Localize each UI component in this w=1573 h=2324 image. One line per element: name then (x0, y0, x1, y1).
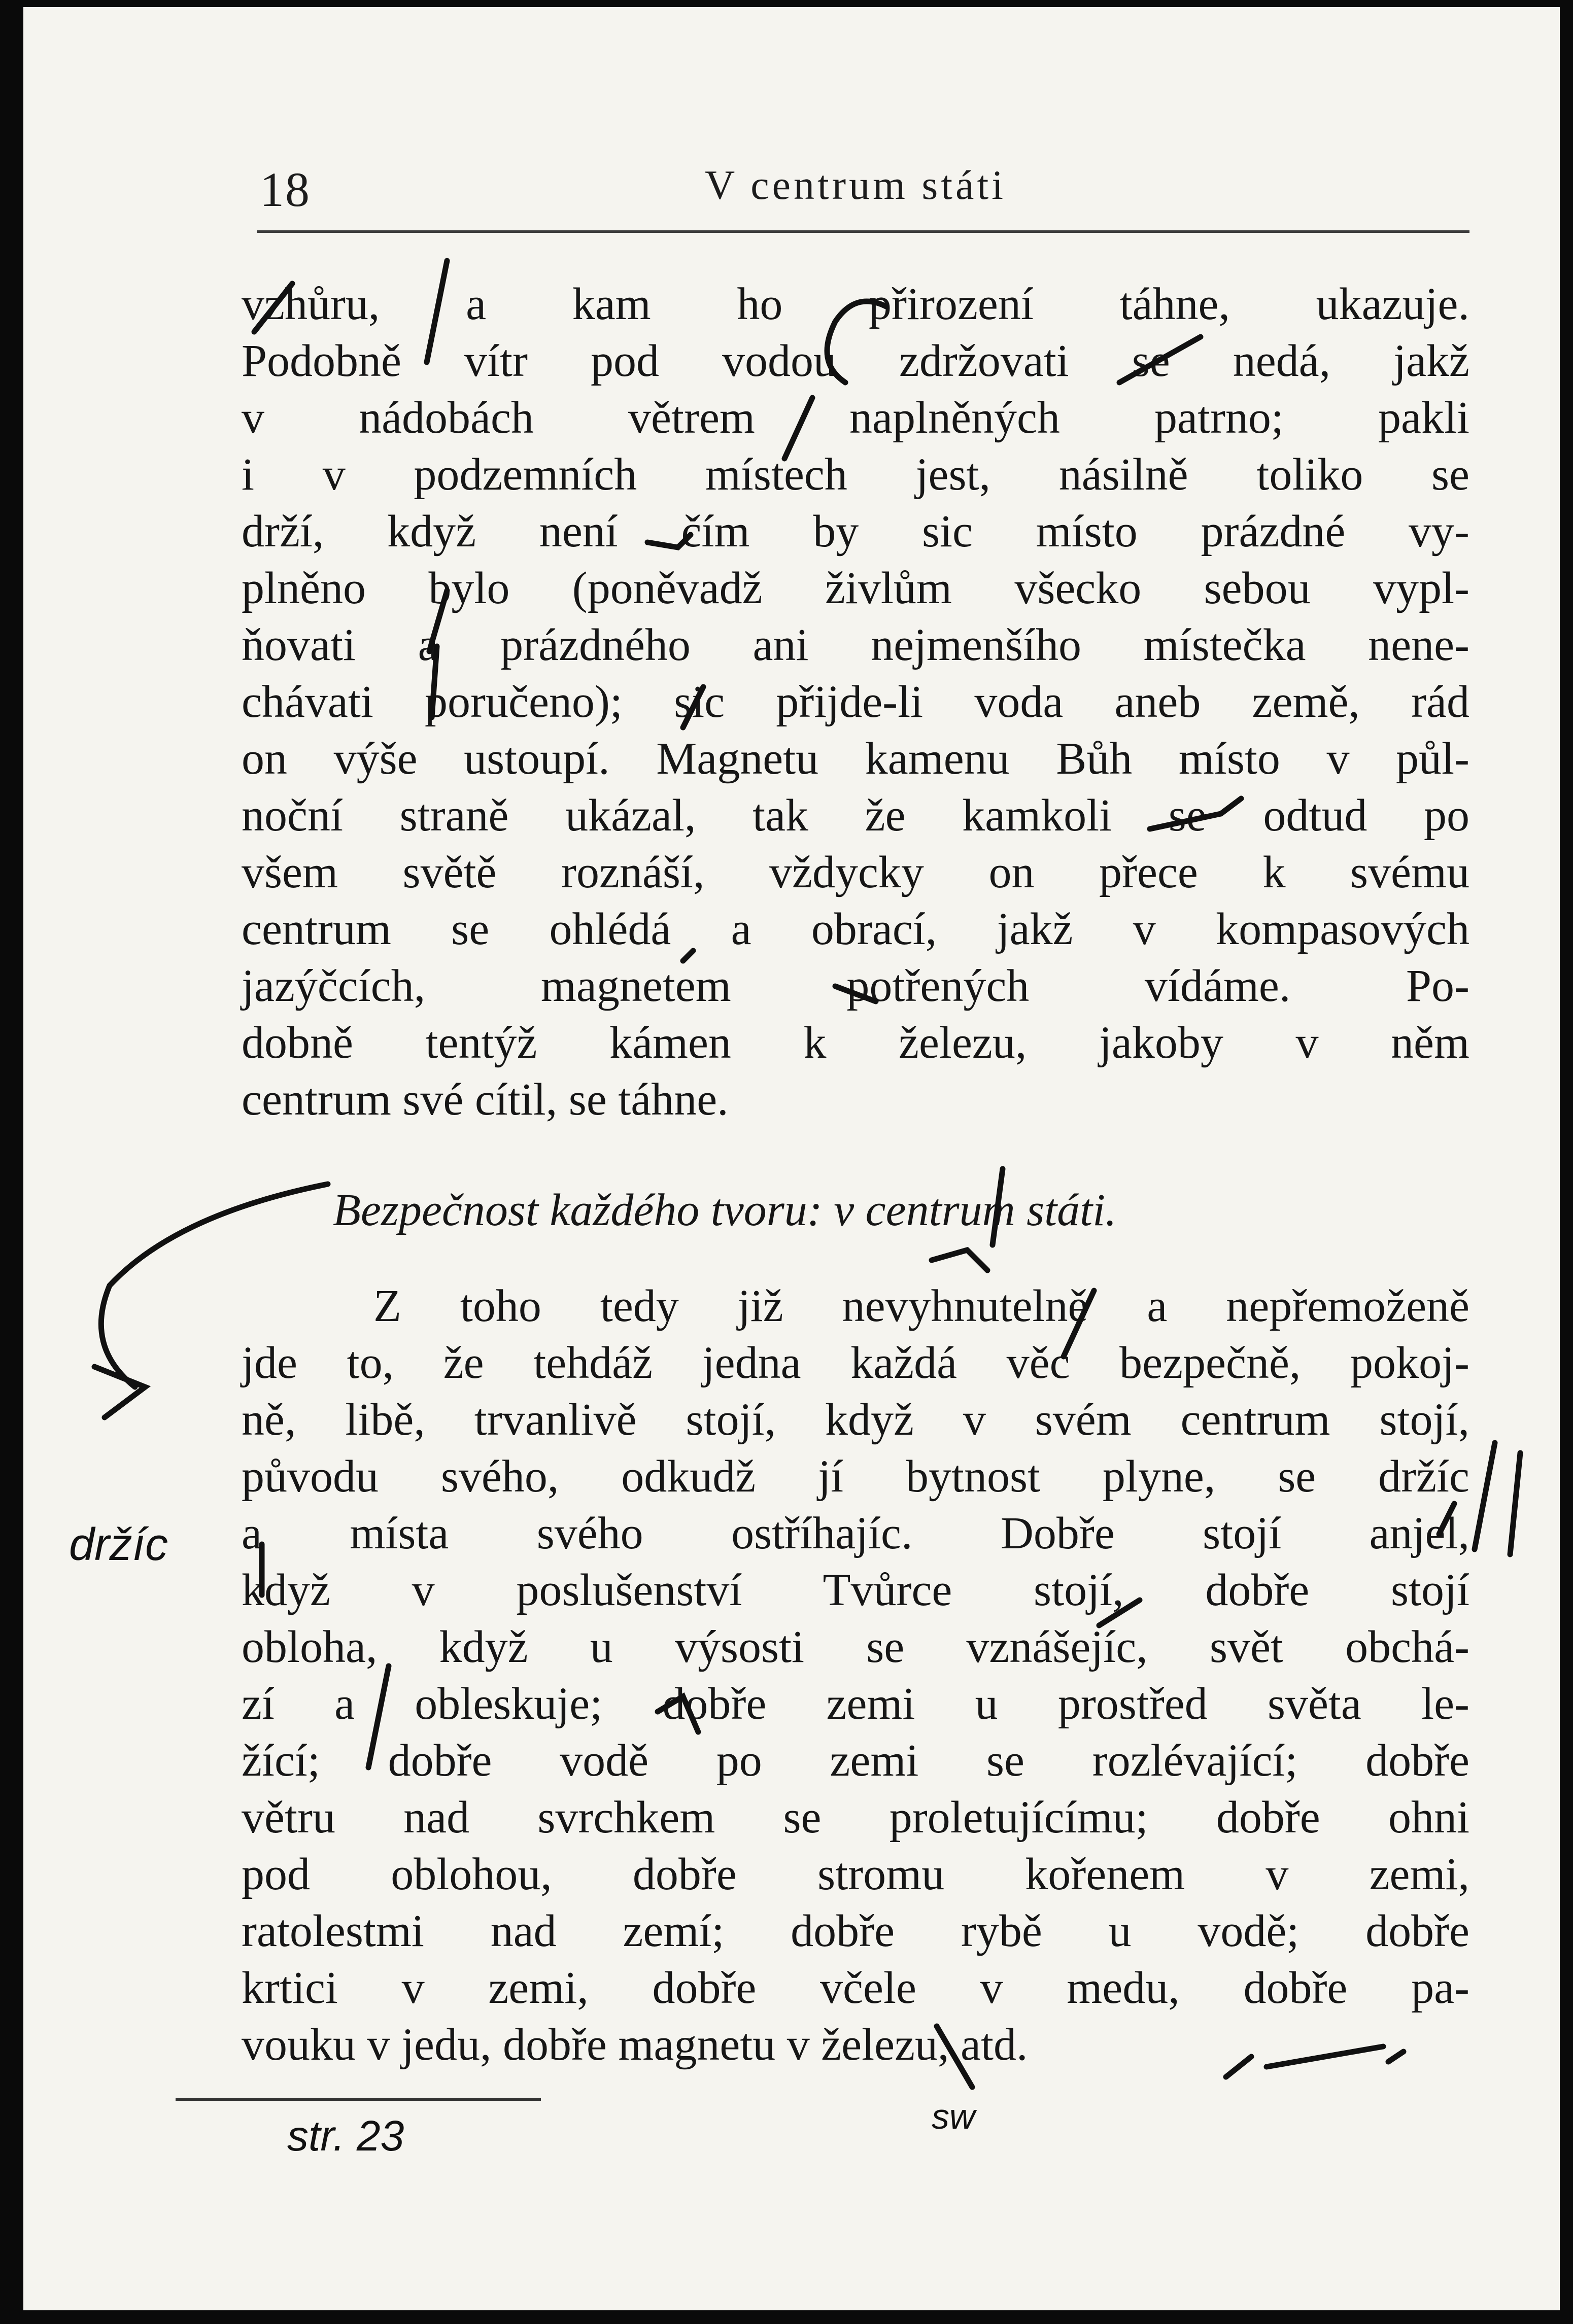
text-line: noční straně ukázal, tak že kamkoli se odtud po (242, 790, 1469, 841)
text-line: a místa svého ostříhajíc. Dobře stojí anjel, (242, 1508, 1469, 1558)
page-number: 18 (260, 162, 311, 217)
text-line: chávati poručeno); sic přijde-li voda aneb země, rád (242, 677, 1469, 727)
text-line: obloha, když u výsosti se vznášejíc, svět obchá- (242, 1622, 1469, 1672)
text-line: jazýčcích, magnetem potřených vídáme. Po- (242, 961, 1469, 1011)
handwritten-note-bottom: str. 23 (287, 2112, 404, 2160)
text-line: ňovati a prázdného ani nejmenšího místečka nene- (242, 620, 1469, 670)
text-line: vouku v jedu, dobře magnetu v železu, atd. (242, 2020, 1028, 2070)
caret-mark (932, 1250, 987, 1270)
slash-mark (1475, 1443, 1495, 1549)
handwritten-note-margin: držíc (69, 1519, 168, 1570)
text-line: vzhůru, a kam ho přirození táhne, ukazuje. (242, 279, 1469, 329)
text-line: původu svého, odkudž jí bytnost plyne, se držíc (242, 1451, 1469, 1502)
text-line: dobně tentýž kámen k železu, jakoby v něm (242, 1018, 1469, 1068)
text-line: pod oblohou, dobře stromu kořenem v zemi, (242, 1849, 1469, 1899)
section-heading: Bezpečnost každého tvoru: v centrum státi. (333, 1185, 1117, 1235)
text-line: plněno bylo (poněvadž živlům všecko sebou vypl- (242, 563, 1469, 613)
footnote-rule (176, 2098, 541, 2101)
page-header (242, 161, 1469, 218)
text-line: ně, libě, trvanlivě stojí, když v svém centrum stojí, (242, 1395, 1469, 1445)
text-line: Podobně vítr pod vodou zdržovati se nedá, jakž (242, 336, 1469, 386)
paragraph-1 (242, 276, 1469, 1128)
text-line: drží, když není čím by sic místo prázdné vy- (242, 506, 1469, 557)
arrow-head (94, 1367, 145, 1417)
text-line: všem světě roznáší, vždycky on přece k svému (242, 847, 1469, 897)
text-line: když v poslušenství Tvůrce stojí, dobře stojí (242, 1565, 1469, 1615)
text-line: žící; dobře vodě po zemi se rozlévající; dobře (242, 1736, 1469, 1786)
text-line: jde to, že tehdáž jedna každá věc bezpečně, pokoj- (242, 1338, 1469, 1388)
text-line: i v podzemních místech jest, násilně toliko se (242, 449, 1469, 500)
text-line: centrum se ohlédá a obrací, jakž v kompasových (242, 904, 1469, 954)
slash-mark (1510, 1453, 1520, 1554)
text-line: větru nad svrchkem se proletujícímu; dobře ohni (242, 1792, 1469, 1843)
text-line: v nádobách větrem naplněných patrno; pakli (242, 393, 1469, 443)
handwritten-note-sw: sw (932, 2097, 975, 2136)
text-line: krtici v zemi, dobře včele v medu, dobře pa- (242, 1963, 1469, 2013)
text-line: zí a obleskuje; dobře zemi u prostřed světa le- (242, 1679, 1469, 1729)
text-line: Z toho tedy již nevyhnutelně a nepřemoženě (373, 1281, 1469, 1331)
book-page (23, 7, 1560, 2310)
text-line: on výše ustoupí. Magnetu kamenu Bůh místo v půl- (242, 734, 1469, 784)
text-line: centrum své cítil, se táhne. (242, 1074, 729, 1125)
running-title: V centrum státi (704, 162, 1007, 208)
header-rule (257, 230, 1469, 233)
text-line: ratolestmi nad zemí; dobře rybě u vodě; dobře (242, 1906, 1469, 1956)
paragraph-2 (242, 1278, 1469, 2073)
